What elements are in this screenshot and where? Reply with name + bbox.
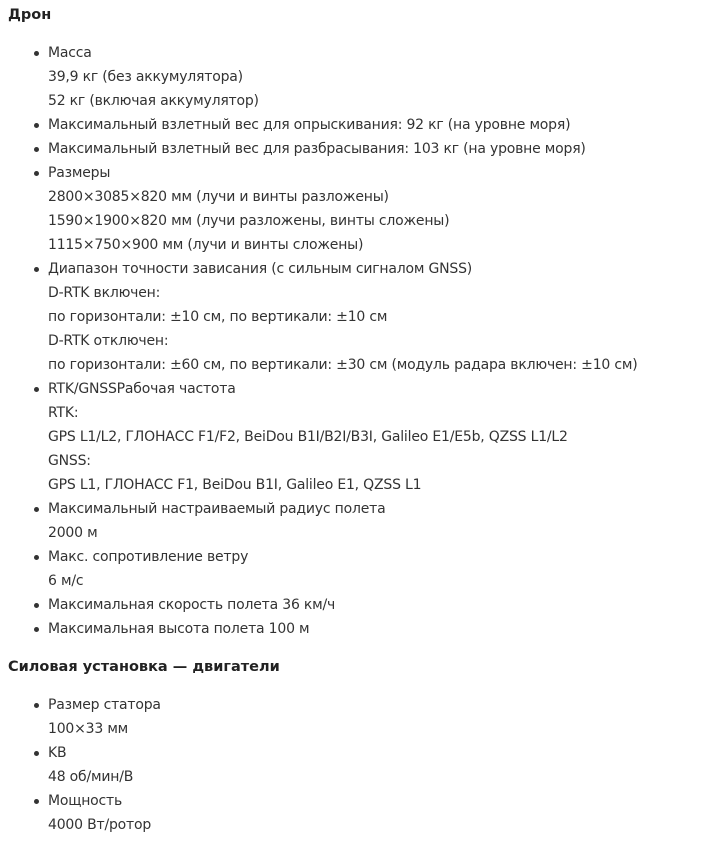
spec-label: Мощность bbox=[48, 793, 123, 809]
spec-label: Максимальная высота полета 100 м bbox=[48, 621, 310, 637]
spec-list-item bbox=[48, 497, 707, 545]
spec-list-item bbox=[48, 161, 707, 257]
spec-value: 4000 Вт/ротор bbox=[48, 817, 152, 833]
spec-label: Максимальный взлетный вес для разбрасывания: 103 кг (на уровне моря) bbox=[48, 141, 586, 157]
spec-list bbox=[8, 41, 707, 641]
spec-list-item bbox=[48, 593, 707, 617]
spec-label: KВ bbox=[48, 745, 67, 761]
spec-list-item bbox=[48, 377, 707, 497]
spec-value: 2000 м bbox=[48, 525, 98, 541]
spec-value: GPS L1/L2, ГЛОНАСС F1/F2, BeiDou B1I/B2I/B3I, Galileo E1/E5b, QZSS L1/L2 bbox=[48, 429, 568, 445]
spec-value: 1115×750×900 мм (лучи и винты сложены) bbox=[48, 237, 364, 253]
spec-value: 1590×1900×820 мм (лучи разложены, винты сложены) bbox=[48, 213, 450, 229]
spec-value: по горизонтали: ±60 см, по вертикали: ±30 см (модуль радара включен: ±10 см) bbox=[48, 357, 638, 373]
spec-value: GNSS: bbox=[48, 453, 91, 469]
spec-label: Максимальная скорость полета 36 км/ч bbox=[48, 597, 336, 613]
spec-list-item bbox=[48, 741, 707, 789]
spec-list-item bbox=[48, 789, 707, 837]
spec-value: 6 м/с bbox=[48, 573, 84, 589]
spec-value: по горизонтали: ±10 см, по вертикали: ±10 см bbox=[48, 309, 388, 325]
spec-value: 52 кг (включая аккумулятор) bbox=[48, 93, 259, 109]
spec-value: GPS L1, ГЛОНАСС F1, BeiDou B1I, Galileo E1, QZSS L1 bbox=[48, 477, 422, 493]
spec-list-item bbox=[48, 545, 707, 593]
spec-list-item bbox=[48, 41, 707, 113]
spec-value: 100×33 мм bbox=[48, 721, 129, 737]
spec-list-item bbox=[48, 113, 707, 137]
section-heading: Силовая установка — двигатели bbox=[8, 659, 280, 675]
spec-label: Размеры bbox=[48, 165, 111, 181]
spec-value: 48 об/мин/В bbox=[48, 769, 134, 785]
spec-value: D-RTK включен: bbox=[48, 285, 161, 301]
spec-label: Размер статора bbox=[48, 697, 161, 713]
section-heading: Дрон bbox=[8, 7, 52, 23]
spec-label: Макс. сопротивление ветру bbox=[48, 549, 249, 565]
spec-value: D-RTK отключен: bbox=[48, 333, 169, 349]
spec-list-item bbox=[48, 137, 707, 161]
spec-value: 2800×3085×820 мм (лучи и винты разложены) bbox=[48, 189, 389, 205]
spec-label: Диапазон точности зависания (с сильным сигналом GNSS) bbox=[48, 261, 473, 277]
spec-label: RTK/GNSSРабочая частота bbox=[48, 381, 236, 397]
spec-list-item bbox=[48, 257, 707, 377]
spec-list-item bbox=[48, 617, 707, 641]
spec-label: Максимальный настраиваемый радиус полета bbox=[48, 501, 386, 517]
spec-value: 39,9 кг (без аккумулятора) bbox=[48, 69, 243, 85]
spec-label: Максимальный взлетный вес для опрыскивания: 92 кг (на уровне моря) bbox=[48, 117, 571, 133]
spec-list-item bbox=[48, 693, 707, 741]
spec-value: RTK: bbox=[48, 405, 79, 421]
spec-label: Масса bbox=[48, 45, 92, 61]
spec-list bbox=[8, 693, 707, 837]
